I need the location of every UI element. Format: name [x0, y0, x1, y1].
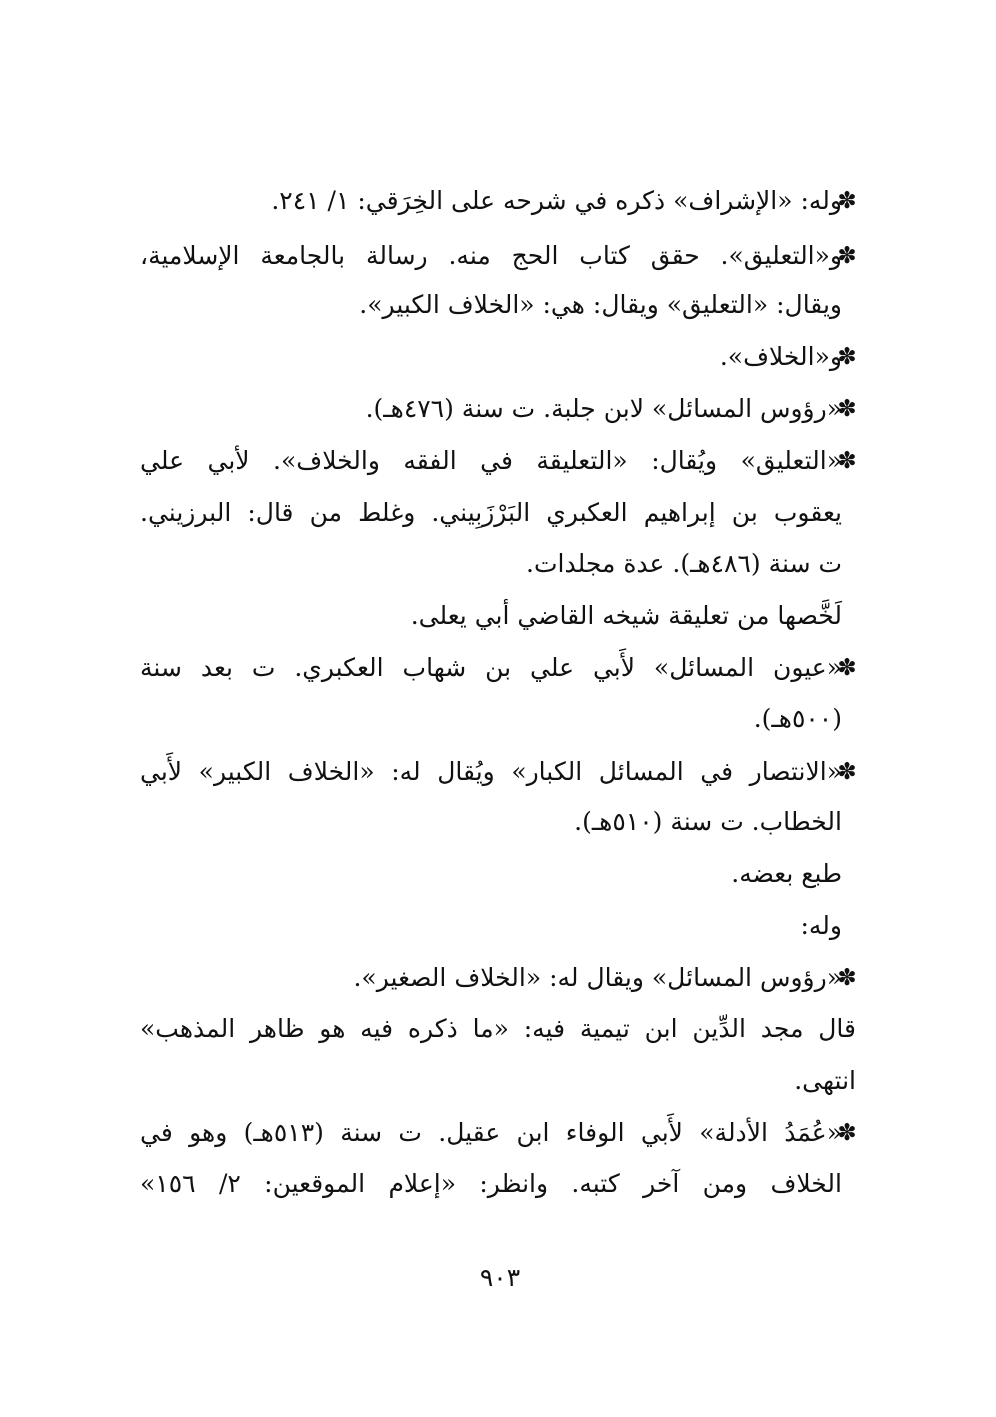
entry-line: «عُمَدُ الأدلة» لأَبي الوفاء ابن عقيل. ت سنة (٥١٣هـ) وهو في — [140, 1118, 842, 1147]
quote-line: انتهى. — [794, 1066, 856, 1095]
bullet-icon: ✽ — [837, 759, 857, 785]
bullet-icon: ✽ — [837, 396, 857, 422]
page-number: ٩٠٣ — [479, 1263, 521, 1292]
entry-line: «الانتصار في المسائل الكبار» ويُقال له: «الخلاف الكبير» لأَبي — [140, 757, 842, 786]
entry-line: و«التعليق». حقق كتاب الحج منه. رسالة بالجامعة الإسلامية، — [140, 241, 842, 270]
entry-line: ويقال: «التعليق» ويقال: هي: «الخلاف الكبير». — [359, 290, 842, 319]
note-line: طبع بعضه. — [731, 859, 842, 888]
note-line: لَخَّصها من تعليقة شيخه القاضي أبي يعلى. — [410, 601, 842, 630]
entry-line: وله: «الإشراف» ذكره في شرحه على الخِرَقي: ١/ ٢٤١. — [271, 186, 842, 215]
entry-line: و«الخلاف». — [719, 342, 842, 371]
entry-line: يعقوب بن إبراهيم العكبري البَرْزَبِيني. وغلط من قال: البرزيني. — [140, 498, 842, 527]
entry-line: الخلاف ومن آخر كتبه. وانظر: «إعلام الموقعين: ٢/ ١٥٦» — [140, 1169, 842, 1198]
quote-line: قال مجد الدِّين ابن تيمية فيه: «ما ذكره فيه هو ظاهر المذهب» — [140, 1014, 856, 1043]
note-line: وله: — [800, 911, 842, 940]
bullet-icon: ✽ — [837, 448, 857, 474]
entry-line: «التعليق» ويُقال: «التعليقة في الفقه والخلاف». لأبي علي — [140, 446, 842, 475]
bullet-icon: ✽ — [837, 188, 857, 214]
bullet-icon: ✽ — [837, 965, 857, 991]
entry-line: الخطاب. ت سنة (٥١٠هـ). — [574, 807, 842, 836]
bullet-icon: ✽ — [837, 243, 857, 269]
bullet-icon: ✽ — [837, 1120, 857, 1146]
bullet-icon: ✽ — [837, 655, 857, 681]
bullet-icon: ✽ — [837, 344, 857, 370]
entry-line: (٥٠٠هـ). — [753, 704, 842, 733]
entry-line: ت سنة (٤٨٦هـ). عدة مجلدات. — [526, 549, 842, 578]
entry-line: «رؤوس المسائل» ويقال له: «الخلاف الصغير». — [353, 963, 842, 992]
entry-line: «رؤوس المسائل» لابن جلبة. ت سنة (٤٧٦هـ). — [365, 394, 842, 423]
entry-line: «عيون المسائل» لأَبي علي بن شهاب العكبري. ت بعد سنة — [140, 653, 842, 682]
